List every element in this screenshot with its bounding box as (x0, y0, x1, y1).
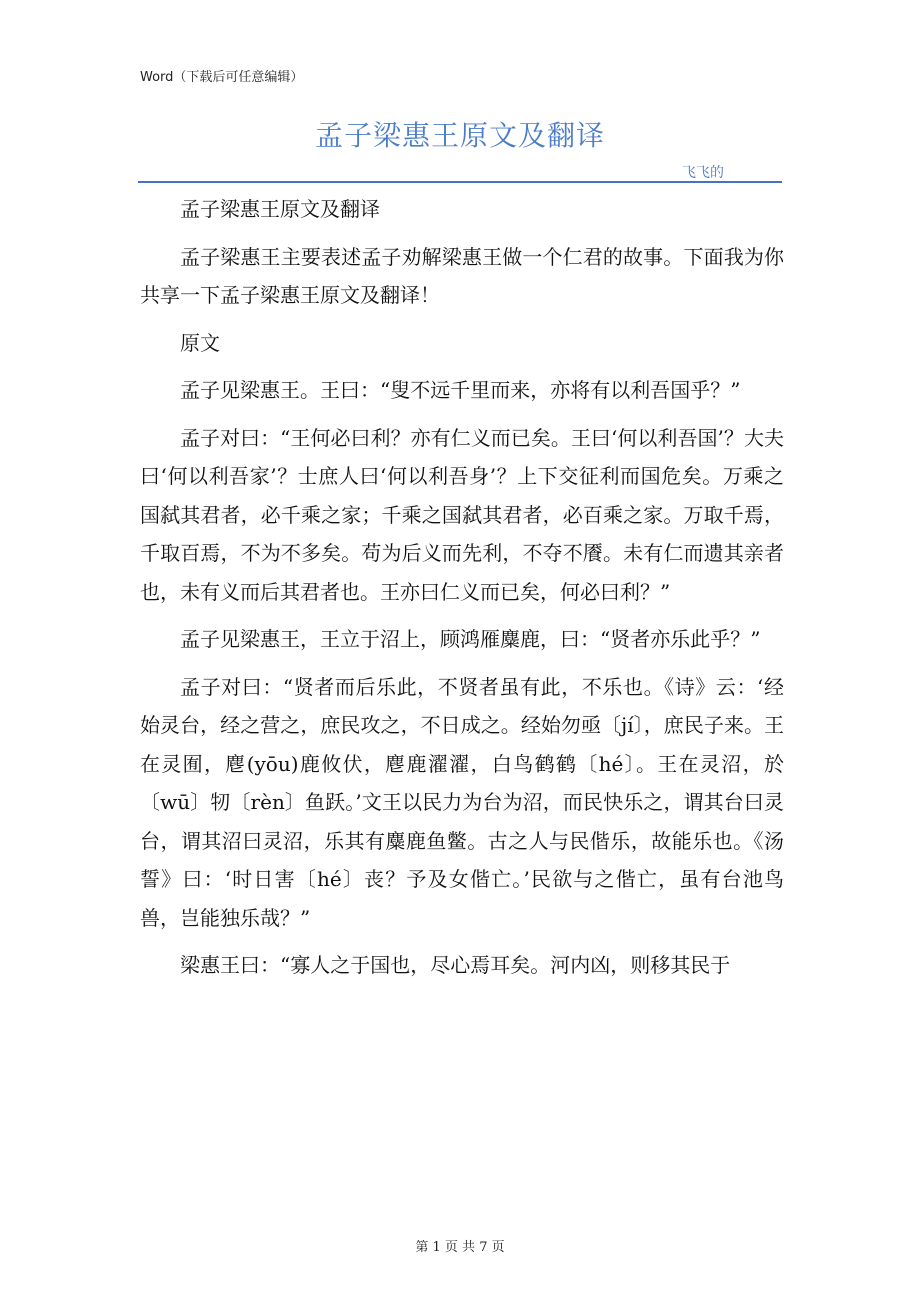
paragraph: 孟子对曰：“王何必曰利？亦有仁义而已矣。王曰‘何以利吾国’？大夫曰‘何以利吾家’？士庶人曰‘何以利吾身’？上下交征利而国危矣。万乘之国弑其君者，必千乘之家；千乘之国弑其君者，必百乘之家。万取千焉，千取百焉，不为不多矣。苟为后义而先利，不夺不餍。未有仁而遗其亲者也，未有义而后其君者也。王亦曰仁义而已矣，何必曰利？” (140, 425, 784, 604)
paragraph: 孟子见梁惠王。王曰：“叟不远千里而来，亦将有以利吾国乎？” (180, 378, 741, 402)
document-body (140, 190, 784, 985)
author-name: 飞飞的 (682, 165, 724, 181)
page-footer: 第 1 页 共 7 页 (415, 1240, 505, 1255)
paragraph: 原文 (180, 330, 220, 355)
title-divider (138, 181, 782, 183)
paragraph: 孟子对曰：“贤者而后乐此，不贤者虽有此，不乐也。《诗》云：‘经始灵台，经之营之，庶民攻之，不日成之。经始勿亟〔jí〕，庶民子来。王在灵囿，麀(yōu)鹿攸伏，麀鹿濯濯，白鸟鹤鹤〔hé〕。王在灵沼，於〔wū〕牣〔rèn〕鱼跃。’文王以民力为台为沼，而民快乐之，谓其台曰灵台，谓其沼曰灵沼，乐其有麋鹿鱼鳖。古之人与民偕乐，故能乐也。《汤誓》曰：‘时日害〔hé〕丧？予及女偕亡。’民欲与之偕亡，虽有台池鸟兽，岂能独乐哉？” (140, 674, 784, 930)
paragraph: 孟子见梁惠王，王立于沼上，顾鸿雁麋鹿，曰：“贤者亦乐此乎？” (180, 627, 761, 651)
paragraph: 梁惠王曰：“寡人之于国也，尽心焉耳矣。河内凶，则移其民于 (180, 953, 731, 977)
document-title: 孟子梁惠王原文及翻译 (314, 119, 605, 152)
paragraph: 孟子梁惠王原文及翻译 (180, 197, 380, 221)
paragraph: 孟子梁惠王主要表述孟子劝解梁惠王做一个仁君的故事。下面我为你共享一下孟子梁惠王原文及翻译！ (140, 244, 784, 307)
header-note: Word（下载后可任意编辑） (140, 70, 304, 85)
